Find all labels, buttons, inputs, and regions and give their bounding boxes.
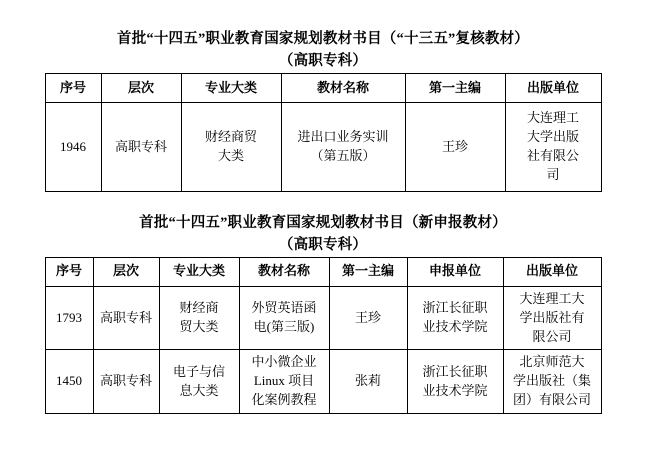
cell-seq: 1450 [45,350,93,414]
table-row [45,350,601,414]
section1-title-line-2: （高职专科） [278,53,368,70]
table-header-row [45,257,601,286]
column-header-book: 教材名称 [239,257,329,286]
cell-category: 财经商贸 大类 [181,102,281,191]
table-row [45,102,601,191]
section1-table [45,73,602,192]
cell-applicant: 浙江长征职 业技术学院 [407,350,503,414]
cell-level: 高职专科 [101,102,181,191]
cell-book: 中小微企业 Linux 项目 化案例教程 [239,350,329,414]
cell-editor: 王珍 [329,286,407,350]
cell-category: 财经商 贸大类 [159,286,239,350]
cell-editor: 王珍 [405,102,505,191]
column-header-editor: 第一主编 [405,73,505,102]
column-header-applicant: 申报单位 [407,257,503,286]
section2-title [0,192,646,257]
section1-title [0,0,646,73]
section1-title-line-1: 首批“十四五”职业教育国家规划教材书目（“十三五”复核教材） [117,31,529,47]
cell-publisher: 大连理工大 学出版社有 限公司 [503,286,601,350]
column-header-seq: 序号 [45,73,101,102]
column-header-category: 专业大类 [181,73,281,102]
cell-book: 外贸英语函 电(第三版) [239,286,329,350]
column-header-publisher: 出版单位 [505,73,601,102]
column-header-editor: 第一主编 [329,257,407,286]
table-row [45,286,601,350]
cell-seq: 1946 [45,102,101,191]
column-header-level: 层次 [93,257,159,286]
column-header-category: 专业大类 [159,257,239,286]
section2-table [45,257,602,414]
table-header-row [45,73,601,102]
column-header-book: 教材名称 [281,73,405,102]
cell-publisher: 大连理工 大学出版 社有限公 司 [505,102,601,191]
cell-applicant: 浙江长征职 业技术学院 [407,286,503,350]
column-header-level: 层次 [101,73,181,102]
cell-category: 电子与信 息大类 [159,350,239,414]
section2-title-line-1: 首批“十四五”职业教育国家规划教材书目（新申报教材） [139,214,507,231]
section2-title-line-2: （高职专科） [278,237,368,254]
column-header-publisher: 出版单位 [503,257,601,286]
cell-book: 进出口业务实训 （第五版） [281,102,405,191]
column-header-seq: 序号 [45,257,93,286]
cell-level: 高职专科 [93,286,159,350]
cell-seq: 1793 [45,286,93,350]
cell-level: 高职专科 [93,350,159,414]
cell-editor: 张莉 [329,350,407,414]
cell-publisher: 北京师范大 学出版社（集 团）有限公司 [503,350,601,414]
